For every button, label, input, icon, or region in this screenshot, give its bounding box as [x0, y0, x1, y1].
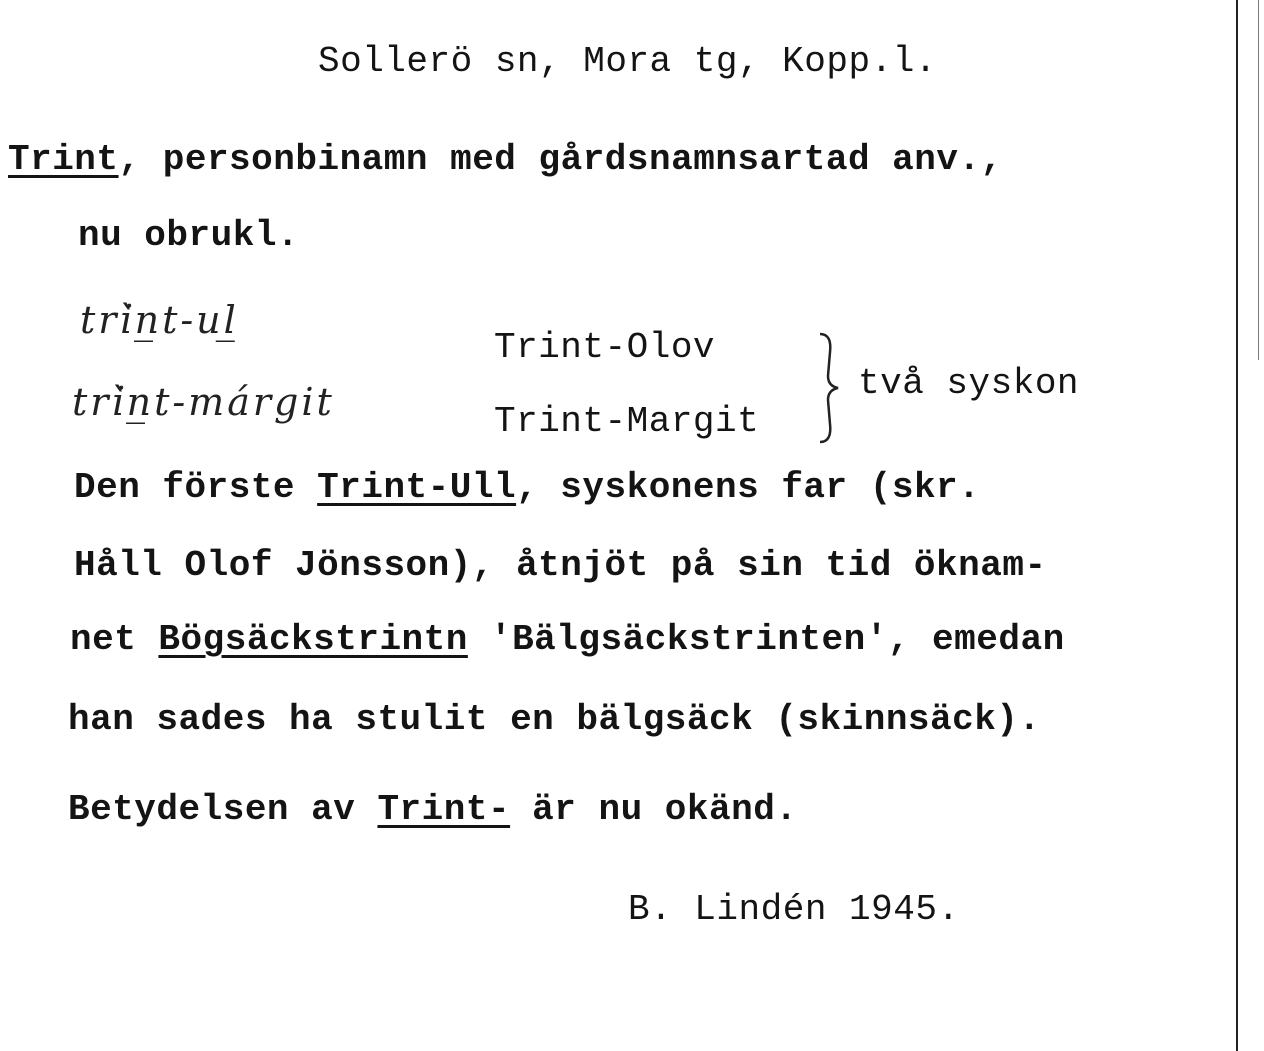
- closing-text: Betydelsen av: [68, 789, 378, 830]
- underlined-term: Bögsäckstrintn: [158, 619, 468, 660]
- right-edge-line: [1236, 0, 1238, 1051]
- closing-line: [68, 789, 798, 830]
- brace-icon: [814, 328, 844, 448]
- underlined-term: Trint-: [377, 789, 511, 830]
- signature: B. Lindén 1945.: [628, 889, 960, 930]
- paragraph-line-1: [74, 467, 981, 508]
- paragraph-text: han sades ha stulit en bälgsäck (skinnsäck).: [68, 699, 1041, 740]
- paragraph-text: Håll Olof Jönsson), åtnjöt på sin tid öknam-: [74, 545, 1047, 586]
- paragraph-line-4: [68, 699, 1041, 740]
- name-trint-olov: Trint-Olov: [494, 327, 716, 368]
- entry-line-1: [8, 139, 1003, 180]
- underlined-term: Trint-Ull: [317, 467, 517, 508]
- phonetic-transcription-1: tri̇̀n̲t-ul̲: [80, 298, 239, 342]
- paragraph-text: Den förste: [74, 467, 318, 508]
- paragraph-line-3: [70, 619, 1065, 660]
- paragraph-text: net: [70, 619, 159, 660]
- names-note: två syskon: [858, 363, 1080, 404]
- paragraph-text: 'Bälgsäckstrinten', emedan: [467, 619, 1065, 660]
- paragraph-text: , syskonens far (skr.: [516, 467, 981, 508]
- headword: Trint: [8, 139, 119, 180]
- closing-text: är nu okänd.: [510, 789, 798, 830]
- phonetic-transcription-2: tri̇̀n̲t-márgit: [72, 380, 335, 424]
- entry-line-2: nu obrukl.: [78, 215, 300, 256]
- card-header: Sollerö sn, Mora tg, Kopp.l.: [318, 41, 937, 82]
- paragraph-line-2: [74, 545, 1047, 586]
- definition-text: , personbinamn med gårdsnamnsartad anv.,: [118, 139, 1003, 180]
- name-trint-margit: Trint-Margit: [494, 401, 760, 442]
- right-edge-line-outer: [1258, 0, 1259, 360]
